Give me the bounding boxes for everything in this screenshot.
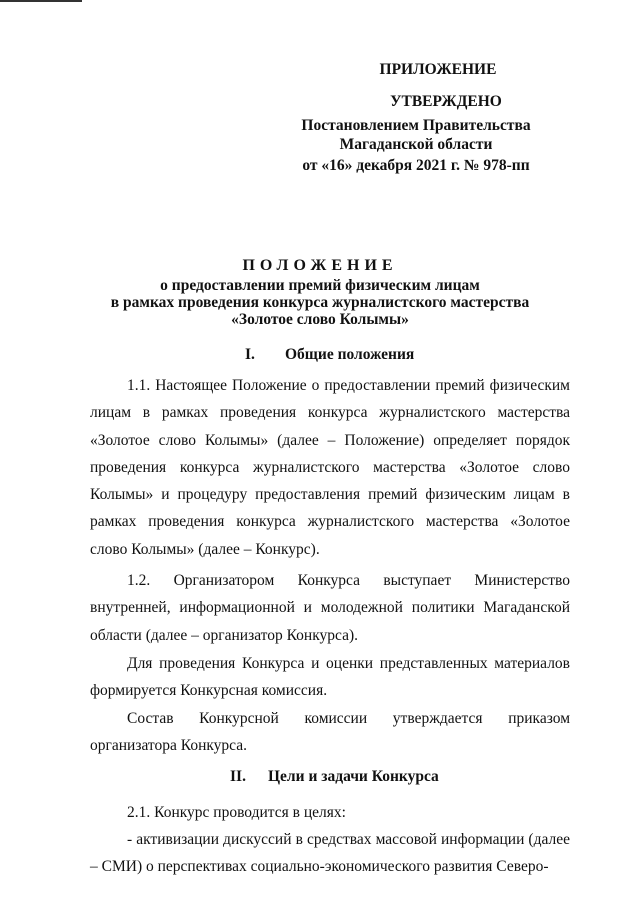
resolution-text	[286, 116, 546, 154]
section-number: I.	[245, 346, 255, 363]
subtitle-line-3: «Золотое слово Колымы»	[231, 311, 409, 328]
paragraph-text: 1.2. Организатором Конкурса выступает Министерство внутренней, информационной и молодежной политики Магаданской области (далее – организатор Конкурса).	[90, 572, 570, 644]
scan-edge-mark	[0, 0, 82, 2]
paragraph-1-3	[90, 650, 570, 705]
paragraph-text: 1.1. Настоящее Положение о предоставлении премий физическим лицам в рамках проведения конкурса журналистского мастерства «Золотое слово Колымы» (далее – Положение) определяет порядок проведения конкурса журналистского мастерства «Золотое слово Колымы» и процедуру предоставления премий физическим лицам в рамках проведения конкурса журналистского мастерства «Золотое слово Колымы» (далее – Конкурс).	[90, 377, 570, 558]
resolution-line-2: Магаданской области	[339, 136, 493, 153]
resolution-line-1: Постановлением Правительства	[301, 117, 531, 134]
document-title-block	[60, 255, 580, 328]
resolution-date: от «16» декабря 2021 г. № 978-пп	[302, 157, 530, 174]
subtitle-line-2: в рамках проведения конкурса журналистского мастерства	[110, 294, 530, 311]
annex-label: ПРИЛОЖЕНИЕ	[379, 61, 497, 78]
paragraph-1-2	[90, 567, 570, 649]
section-title: Общие положения	[285, 346, 415, 363]
paragraph-text: Для проведения Конкурса и оценки представленных материалов формируется Конкурсная комиссия.	[90, 655, 570, 700]
approved-label: УТВЕРЖДЕНО	[390, 93, 502, 110]
document-subtitle	[60, 277, 580, 328]
paragraph-text: Состав Конкурсной комиссии утверждается приказом организатора Конкурса.	[90, 710, 570, 755]
paragraph-text: 2.1. Конкурс проводится в целях:	[127, 804, 346, 821]
section-number: II.	[230, 768, 246, 785]
document-title: ПОЛОЖЕНИЕ	[242, 257, 398, 274]
paragraph-2-1	[90, 799, 570, 826]
section-title: Цели и задачи Конкурса	[268, 768, 439, 785]
paragraph-1-4	[90, 705, 570, 760]
paragraph-text: - активизации дискуссий в средствах массовой информации (далее – СМИ) о перспективах социально-экономического развития Северо-	[90, 831, 570, 876]
subtitle-line-1: о предоставлении премий физическим лицам	[160, 277, 480, 294]
paragraph-1-1	[90, 372, 570, 563]
paragraph-2-2	[90, 826, 570, 881]
